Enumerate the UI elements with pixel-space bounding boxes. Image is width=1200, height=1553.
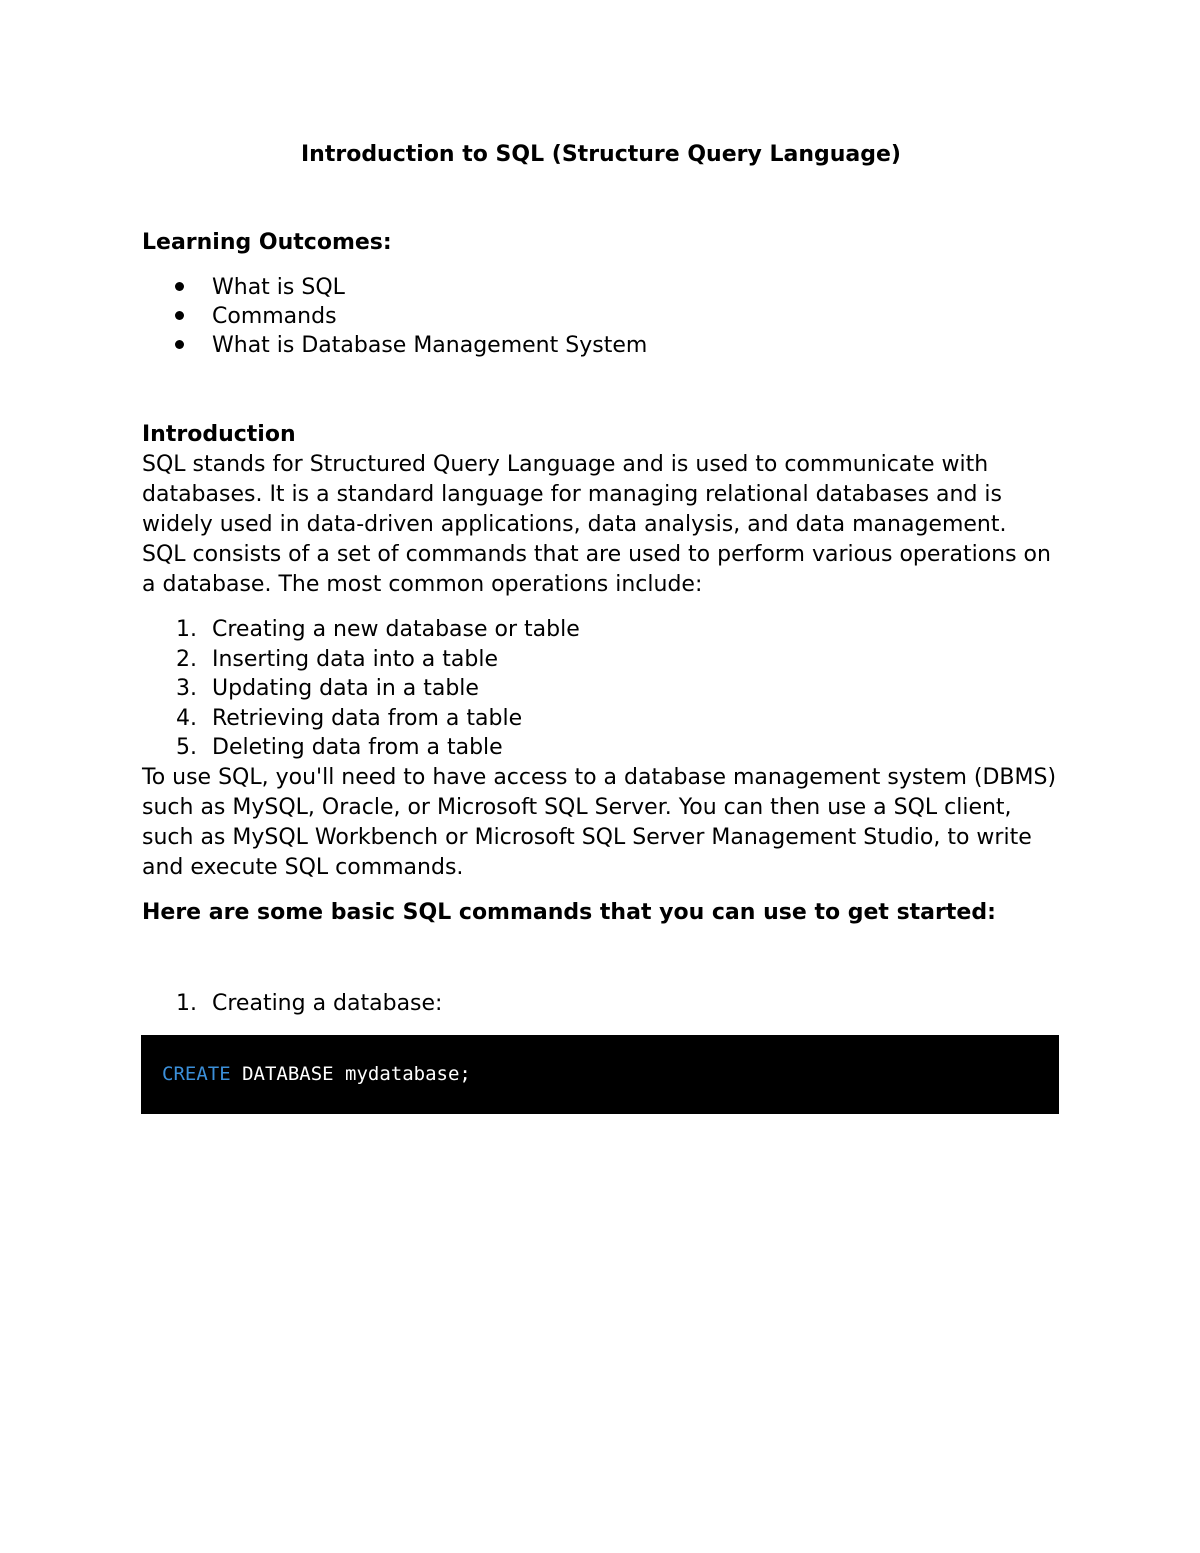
- introduction-paragraph-3: To use SQL, you'll need to have access to a database management system (DBMS) such as MySQL, Oracle, or Microsoft SQL Server. You can then use a SQL client, such as MySQL Workbench or Microsoft SQL Server Management Studio, to write and execute SQL commands.: [142, 764, 1057, 880]
- list-item: [142, 733, 1060, 763]
- bullet-icon: [175, 340, 184, 349]
- list-number: 5.: [176, 735, 197, 761]
- list-item-text: Creating a new database or table: [212, 617, 580, 642]
- introduction-paragraph-2: SQL consists of a set of commands that are used to perform various operations on a database. The most common operations include:: [142, 542, 1051, 597]
- list-item: [142, 704, 1060, 734]
- list-item-text: Updating data in a table: [212, 676, 479, 702]
- list-item: [142, 615, 1060, 645]
- introduction-heading: Introduction: [142, 422, 296, 447]
- basic-commands-list: [142, 989, 1060, 1019]
- list-number: 4.: [176, 705, 197, 731]
- basic-commands-heading: Here are some basic SQL commands that you can use to get started:: [142, 899, 996, 925]
- list-item: [142, 645, 1060, 675]
- learning-outcomes-list: [142, 273, 1060, 360]
- list-item-text: Commands: [212, 304, 337, 329]
- list-number: 3.: [176, 676, 197, 702]
- code-block: [141, 1035, 1059, 1114]
- list-item: [142, 302, 1060, 331]
- list-number: 2.: [176, 646, 197, 672]
- list-number: 1.: [176, 990, 197, 1016]
- document-title: Introduction to SQL (Structure Query Language): [300, 142, 901, 167]
- bullet-icon: [175, 311, 184, 320]
- operations-list: [142, 615, 1060, 763]
- list-item: [142, 273, 1060, 302]
- list-item-text: Retrieving data from a table: [212, 705, 523, 731]
- list-item-text: Creating a database:: [212, 990, 443, 1016]
- introduction-paragraph-1: SQL stands for Structured Query Language and is used to communicate with databases. It is a standard language for managing relational databases and is widely used in data-driven applications, data analysis, and data management.: [142, 452, 1007, 537]
- list-item: [142, 674, 1060, 704]
- document-content: [142, 138, 1060, 1114]
- list-item-text: Deleting data from a table: [212, 735, 503, 761]
- list-item: [142, 331, 1060, 360]
- learning-outcomes-heading: Learning Outcomes:: [142, 230, 392, 255]
- code-text: DATABASE mydatabase;: [230, 1063, 471, 1086]
- code-keyword: CREATE: [162, 1063, 231, 1086]
- list-item-text: Inserting data into a table: [212, 646, 498, 672]
- list-item-text: What is SQL: [212, 275, 345, 300]
- list-number: 1.: [176, 617, 197, 642]
- list-item-text: What is Database Management System: [212, 333, 648, 358]
- list-item: [142, 989, 1060, 1019]
- bullet-icon: [175, 282, 184, 291]
